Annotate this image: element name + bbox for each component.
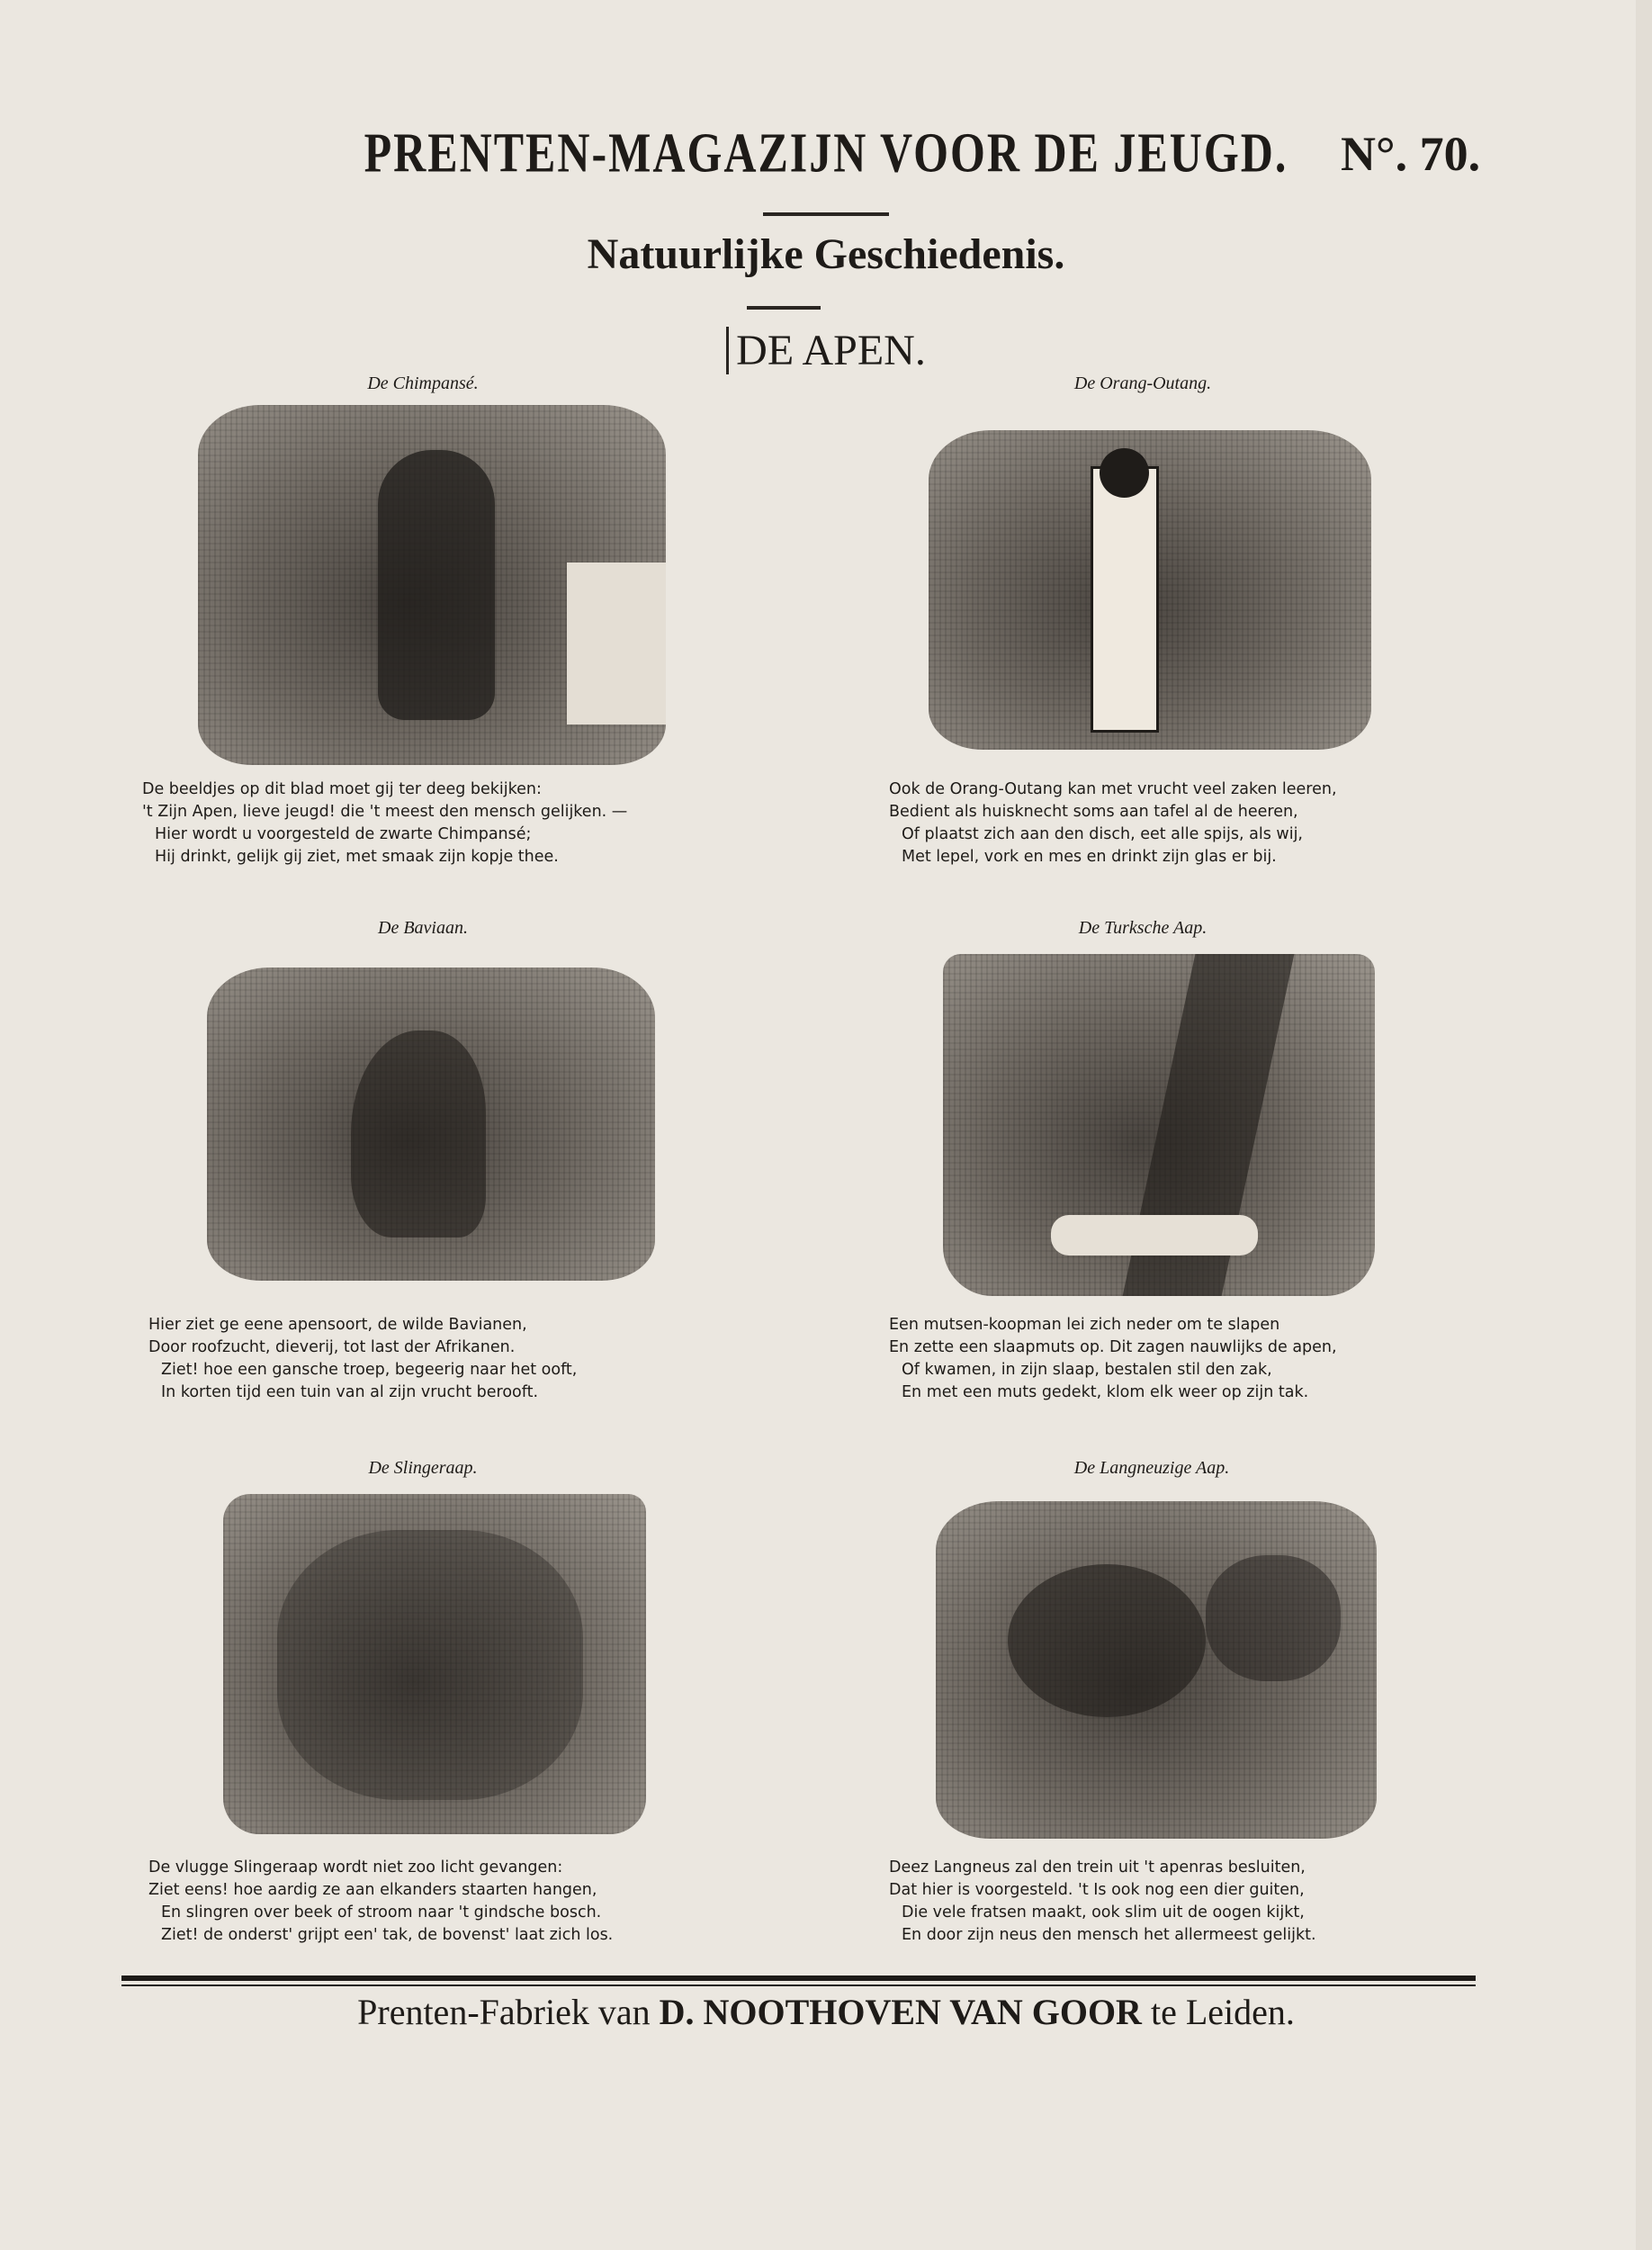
subtitle: Natuurlijke Geschiedenis. <box>587 230 1065 278</box>
section-title <box>0 326 1652 375</box>
caption-chimpanse: De Chimpansé. <box>367 374 479 393</box>
publisher-name: D. NOOTHOVEN VAN GOOR <box>659 1992 1142 2032</box>
engraving-orang-outang <box>929 430 1371 750</box>
engraving-turksche-aap <box>943 954 1375 1296</box>
caption-langneuzige-aap: De Langneuzige Aap. <box>1073 1458 1230 1478</box>
sheet-number: N°. 70. <box>1341 127 1481 181</box>
footer-rule-thin <box>121 1984 1476 1986</box>
title-rule <box>763 212 889 216</box>
caption-turksche-aap: De Turksche Aap. <box>1078 918 1208 938</box>
magazine-title: PRENTEN-MAGAZIJN VOOR DE JEUGD. <box>364 121 1288 184</box>
publisher-line <box>0 1991 1652 2033</box>
caption-orang-outang: De Orang-Outang. <box>1073 374 1212 393</box>
verse-orang-outang: Ook de Orang-Outang kan met vrucht veel zaken leeren, Bedient als huisknecht soms aan tafel al de heeren, Of plaatst zich aan den disch, eet alle spijs, als wij, Met lepel, vork en mes en drinkt zijn glas er bij. <box>889 780 1337 866</box>
verse-turksche-aap: Een mutsen-koopman lei zich neder om te slapen En zette een slaapmuts op. Dit zagen nauwlijks de apen, Of kwamen, in zijn slaap, bestalen stil den zak, En met een muts gedekt, klom elk weer op zijn tak. <box>889 1316 1337 1401</box>
verse-baviaan: Hier ziet ge eene apensoort, de wilde Bavianen, Door roofzucht, dieverij, tot last der Afrikanen. Ziet! hoe een gansche troep, begeerig naar het ooft, In korten tijd een tuin van al zijn vrucht berooft. <box>148 1316 578 1401</box>
publisher-suffix: te Leiden. <box>1141 1992 1295 2032</box>
section-title-text: DE APEN. <box>726 327 926 374</box>
caption-baviaan: De Baviaan. <box>378 918 468 938</box>
publisher-prefix: Prenten-Fabriek van <box>357 1992 660 2032</box>
verse-slingeraap: De vlugge Slingeraap wordt niet zoo licht gevangen: Ziet eens! hoe aardig ze aan elkanders staarten hangen, En slingren over beek of stroom naar 't gindsche bosch. Ziet! de onderst' grijpt een' tak, de bovenst' laat zich los. <box>148 1858 614 1944</box>
footer-rule-thick <box>121 1976 1476 1981</box>
engraving-chimpanse <box>198 405 666 765</box>
verse-langneuzige-aap: Deez Langneus zal den trein uit 't apenras besluiten, Dat hier is voorgesteld. 't Is ook nog een dier guiten, Die vele fratsen maakt, ook slim uit de oogen kijkt, En door zijn neus den mensch het allermeest gelijkt. <box>889 1858 1316 1944</box>
caption-slingeraap: De Slingeraap. <box>368 1458 478 1478</box>
verse-chimpanse: De beeldjes op dit blad moet gij ter deeg bekijken: 't Zijn Apen, lieve jeugd! die 't meest den mensch gelijken. — Hier wordt u voorgesteld de zwarte Chimpansé; Hij drinkt, gelijk gij ziet, met smaak zijn kopje thee. <box>142 780 628 866</box>
engraving-baviaan <box>207 968 655 1281</box>
subtitle-rule <box>747 306 821 310</box>
engraving-langneuzige-aap <box>936 1501 1377 1839</box>
engraving-slingeraap <box>223 1494 646 1834</box>
